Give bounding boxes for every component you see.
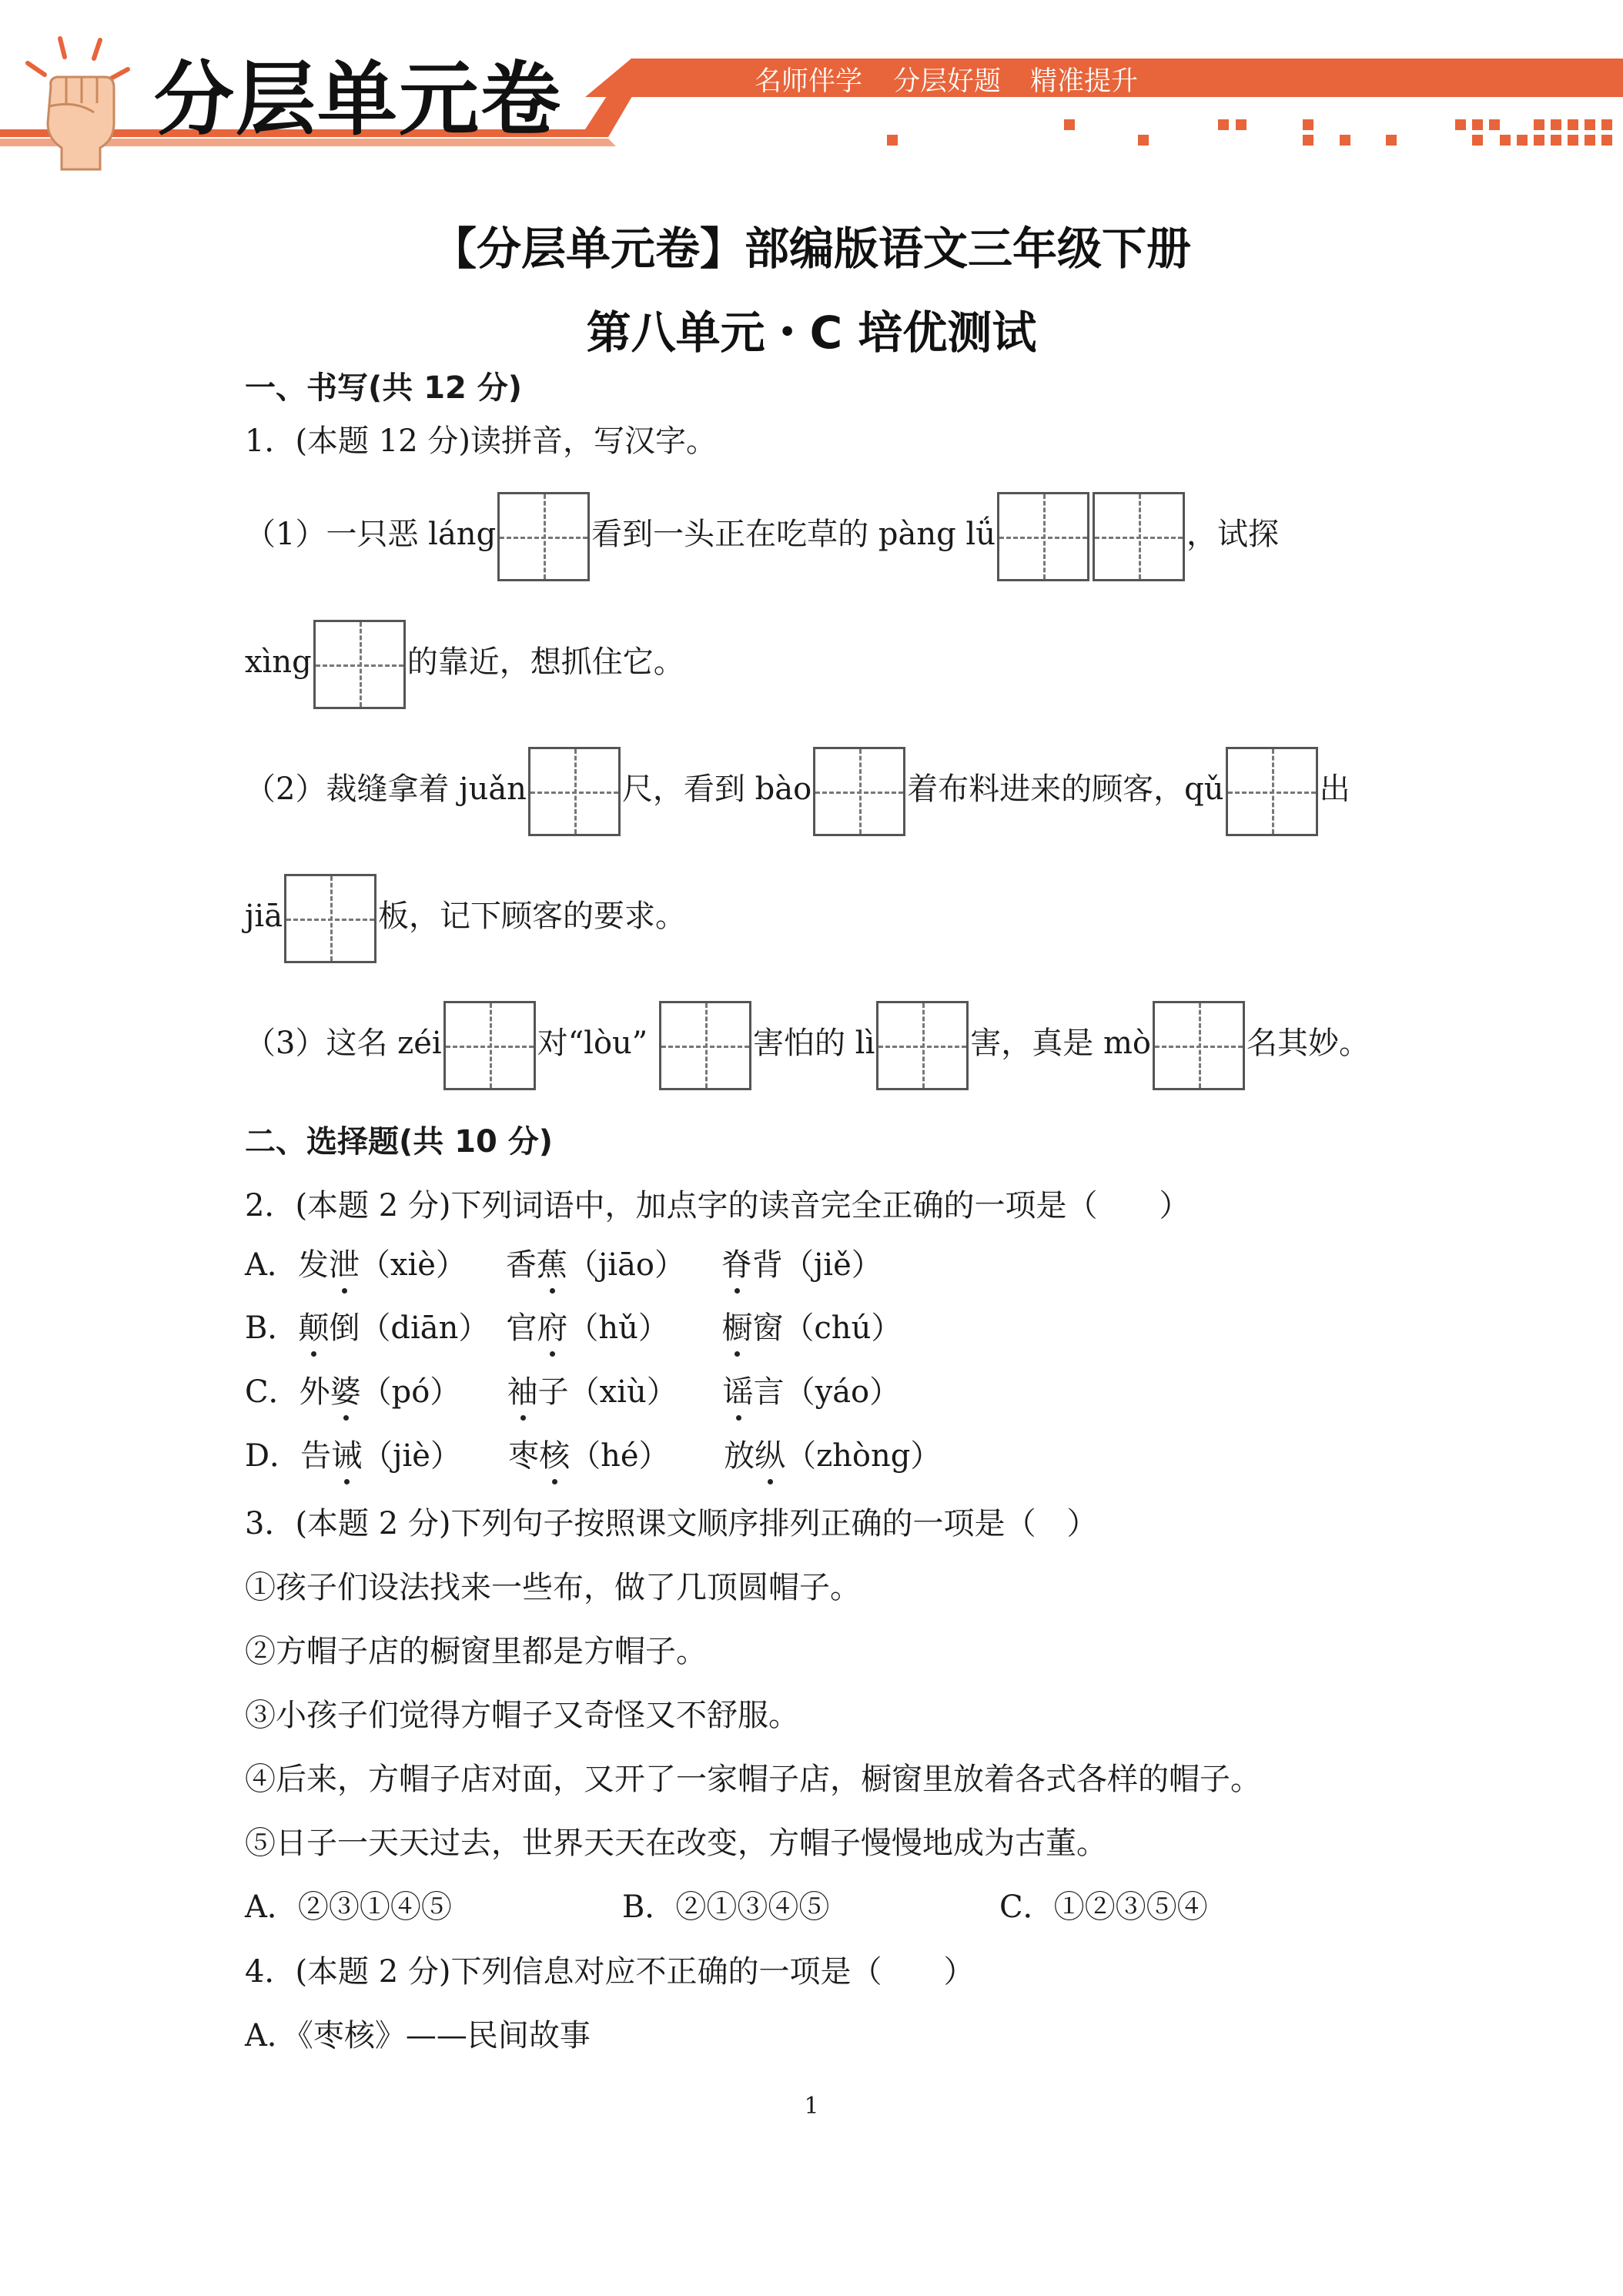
tianzige-box[interactable]	[528, 747, 621, 836]
doc-title: 【分层单元卷】部编版语文三年级下册	[431, 223, 1191, 275]
q1-text: 看到一头正在吃草的 pàng lǘ	[591, 517, 996, 552]
pinyin: （pó）	[360, 1374, 461, 1410]
dotted-char: 蕉	[536, 1247, 567, 1283]
word-char: 倒	[329, 1310, 360, 1346]
word-char: 背	[751, 1247, 783, 1283]
page-number: 1	[804, 2093, 819, 2120]
doc-subtitle: 第八单元・C 培优测试	[586, 306, 1037, 359]
word-char: 言	[753, 1374, 785, 1410]
dotted-char: 婆	[330, 1374, 361, 1410]
option-label: A．	[245, 1247, 298, 1283]
pinyin: （jiě）	[782, 1247, 882, 1283]
q1-text: 着布料进来的顾客，qǔ	[907, 771, 1224, 807]
pinyin: （zhòng）	[785, 1438, 942, 1474]
question-3-stem: 3．(本题 2 分)下列句子按照课文顺序排列正确的一项是（ ）	[245, 1506, 1098, 1541]
pinyin: （diān）	[360, 1310, 490, 1346]
slogan-2: 分层好题	[893, 66, 1002, 97]
dotted-char: 府	[537, 1310, 568, 1346]
dotted-char: 颠	[298, 1310, 330, 1346]
pinyin: （yáo）	[784, 1374, 901, 1410]
q2-option-c[interactable]	[245, 1374, 901, 1410]
q3-options	[245, 1889, 1208, 1925]
q3-sentence: ②方帽子店的橱窗里都是方帽子。	[245, 1634, 707, 1669]
q2-option-b[interactable]	[245, 1310, 902, 1346]
q3-option-c[interactable]: C．①②③⑤④	[999, 1889, 1208, 1925]
brand-title: 分层单元卷	[154, 52, 563, 146]
tianzige-box[interactable]	[1153, 1001, 1245, 1090]
word-char: 官	[506, 1310, 537, 1346]
pinyin: （chú）	[783, 1310, 902, 1346]
option-label: B．	[245, 1310, 299, 1346]
tianzige-box[interactable]	[443, 1001, 536, 1090]
question-1-stem: 1．(本题 12 分)读拼音，写汉字。	[245, 423, 717, 459]
q1-line-1	[245, 492, 1279, 581]
q2-option-d[interactable]	[245, 1438, 942, 1474]
q1-line-3	[245, 747, 1350, 836]
tianzige-box[interactable]	[997, 492, 1089, 581]
q3-option-b[interactable]: B．②①③④⑤	[622, 1889, 830, 1925]
pinyin: （hǔ）	[567, 1310, 669, 1346]
tianzige-box[interactable]	[1093, 492, 1185, 581]
dotted-char: 泄	[328, 1247, 360, 1283]
raised-fist-icon	[14, 32, 137, 171]
q3-sentence: ⑤日子一天天过去，世界天天在改变，方帽子慢慢地成为古董。	[245, 1826, 1107, 1861]
tianzige-box[interactable]	[876, 1001, 969, 1090]
word-char: 告	[300, 1438, 332, 1474]
dotted-char: 诫	[331, 1438, 363, 1474]
word-char: 外	[299, 1374, 330, 1410]
q1-text: 名其妙。	[1247, 1026, 1370, 1061]
dotted-char: 核	[539, 1438, 571, 1474]
word-char: 子	[537, 1374, 569, 1410]
tianzige-box[interactable]	[497, 492, 590, 581]
question-2-stem: 2．(本题 2 分)下列词语中，加点字的读音完全正确的一项是（ ）	[245, 1188, 1190, 1223]
q1-text: 对“lòu”	[537, 1026, 648, 1061]
question-4-stem: 4．(本题 2 分)下列信息对应不正确的一项是（ ）	[245, 1954, 975, 1990]
q1-text: 的靠近，想抓住它。	[407, 644, 684, 680]
tianzige-box[interactable]	[813, 747, 905, 836]
q1-text: 尺，看到 bào	[621, 771, 812, 807]
dotted-char: 橱	[721, 1310, 753, 1346]
word-char: 香	[505, 1247, 537, 1283]
q1-text: jiā	[245, 899, 283, 934]
dotted-char: 谣	[722, 1374, 754, 1410]
pinyin: （jiè）	[362, 1438, 461, 1474]
slogan-1: 名师伴学	[755, 66, 863, 97]
q1-text: （3）这名 zéi	[245, 1026, 442, 1061]
pinyin: （jiāo）	[567, 1247, 686, 1283]
word-char: 发	[297, 1247, 329, 1283]
word-char: 放	[724, 1438, 755, 1474]
q1-text: （1）一只恶 láng	[245, 517, 497, 552]
section-heading-choice: 二、选择题(共 10 分)	[245, 1124, 554, 1160]
dotted-char: 脊	[721, 1247, 752, 1283]
q1-line-4	[245, 874, 686, 963]
tianzige-box[interactable]	[284, 874, 376, 963]
section-heading-writing: 一、书写(共 12 分)	[245, 370, 523, 406]
pinyin: （xiù）	[568, 1374, 678, 1410]
q2-option-a[interactable]	[245, 1247, 882, 1283]
pinyin: （hé）	[570, 1438, 670, 1474]
tianzige-box[interactable]	[659, 1001, 751, 1090]
q1-text: （2）裁缝拿着 juǎn	[245, 771, 527, 807]
q1-text: 害，真是 mò	[970, 1026, 1152, 1061]
q3-sentence: ③小孩子们觉得方帽子又奇怪又不舒服。	[245, 1698, 799, 1733]
slogan-3: 精准提升	[1030, 66, 1139, 97]
pinyin: （xiè）	[359, 1247, 467, 1283]
dotted-char: 袖	[507, 1374, 538, 1410]
q1-text: 板，记下顾客的要求。	[378, 899, 687, 934]
tianzige-box[interactable]	[1226, 747, 1318, 836]
q4-option-a[interactable]: A．《枣核》——民间故事	[245, 2018, 591, 2053]
option-label: D．	[245, 1438, 301, 1474]
option-label: C．	[245, 1374, 300, 1410]
q1-line-5	[245, 1001, 1370, 1090]
q3-option-a[interactable]: A．②③①④⑤	[245, 1889, 452, 1925]
q1-text: 出	[1319, 771, 1350, 807]
tianzige-box[interactable]	[313, 620, 406, 709]
q1-text: ，试探	[1186, 517, 1279, 552]
q3-sentence: ①孩子们设法找来一些布，做了几顶圆帽子。	[245, 1570, 861, 1605]
q1-line-2	[245, 620, 684, 709]
q1-text: xìng	[245, 644, 312, 680]
page-header	[0, 0, 1623, 177]
q1-text: 害怕的 lì	[752, 1026, 875, 1061]
q3-sentence: ④后来，方帽子店对面，又开了一家帽子店，橱窗里放着各式各样的帽子。	[245, 1762, 1261, 1797]
word-char: 枣	[508, 1438, 540, 1474]
dotted-char: 纵	[755, 1438, 786, 1474]
word-char: 窗	[752, 1310, 784, 1346]
